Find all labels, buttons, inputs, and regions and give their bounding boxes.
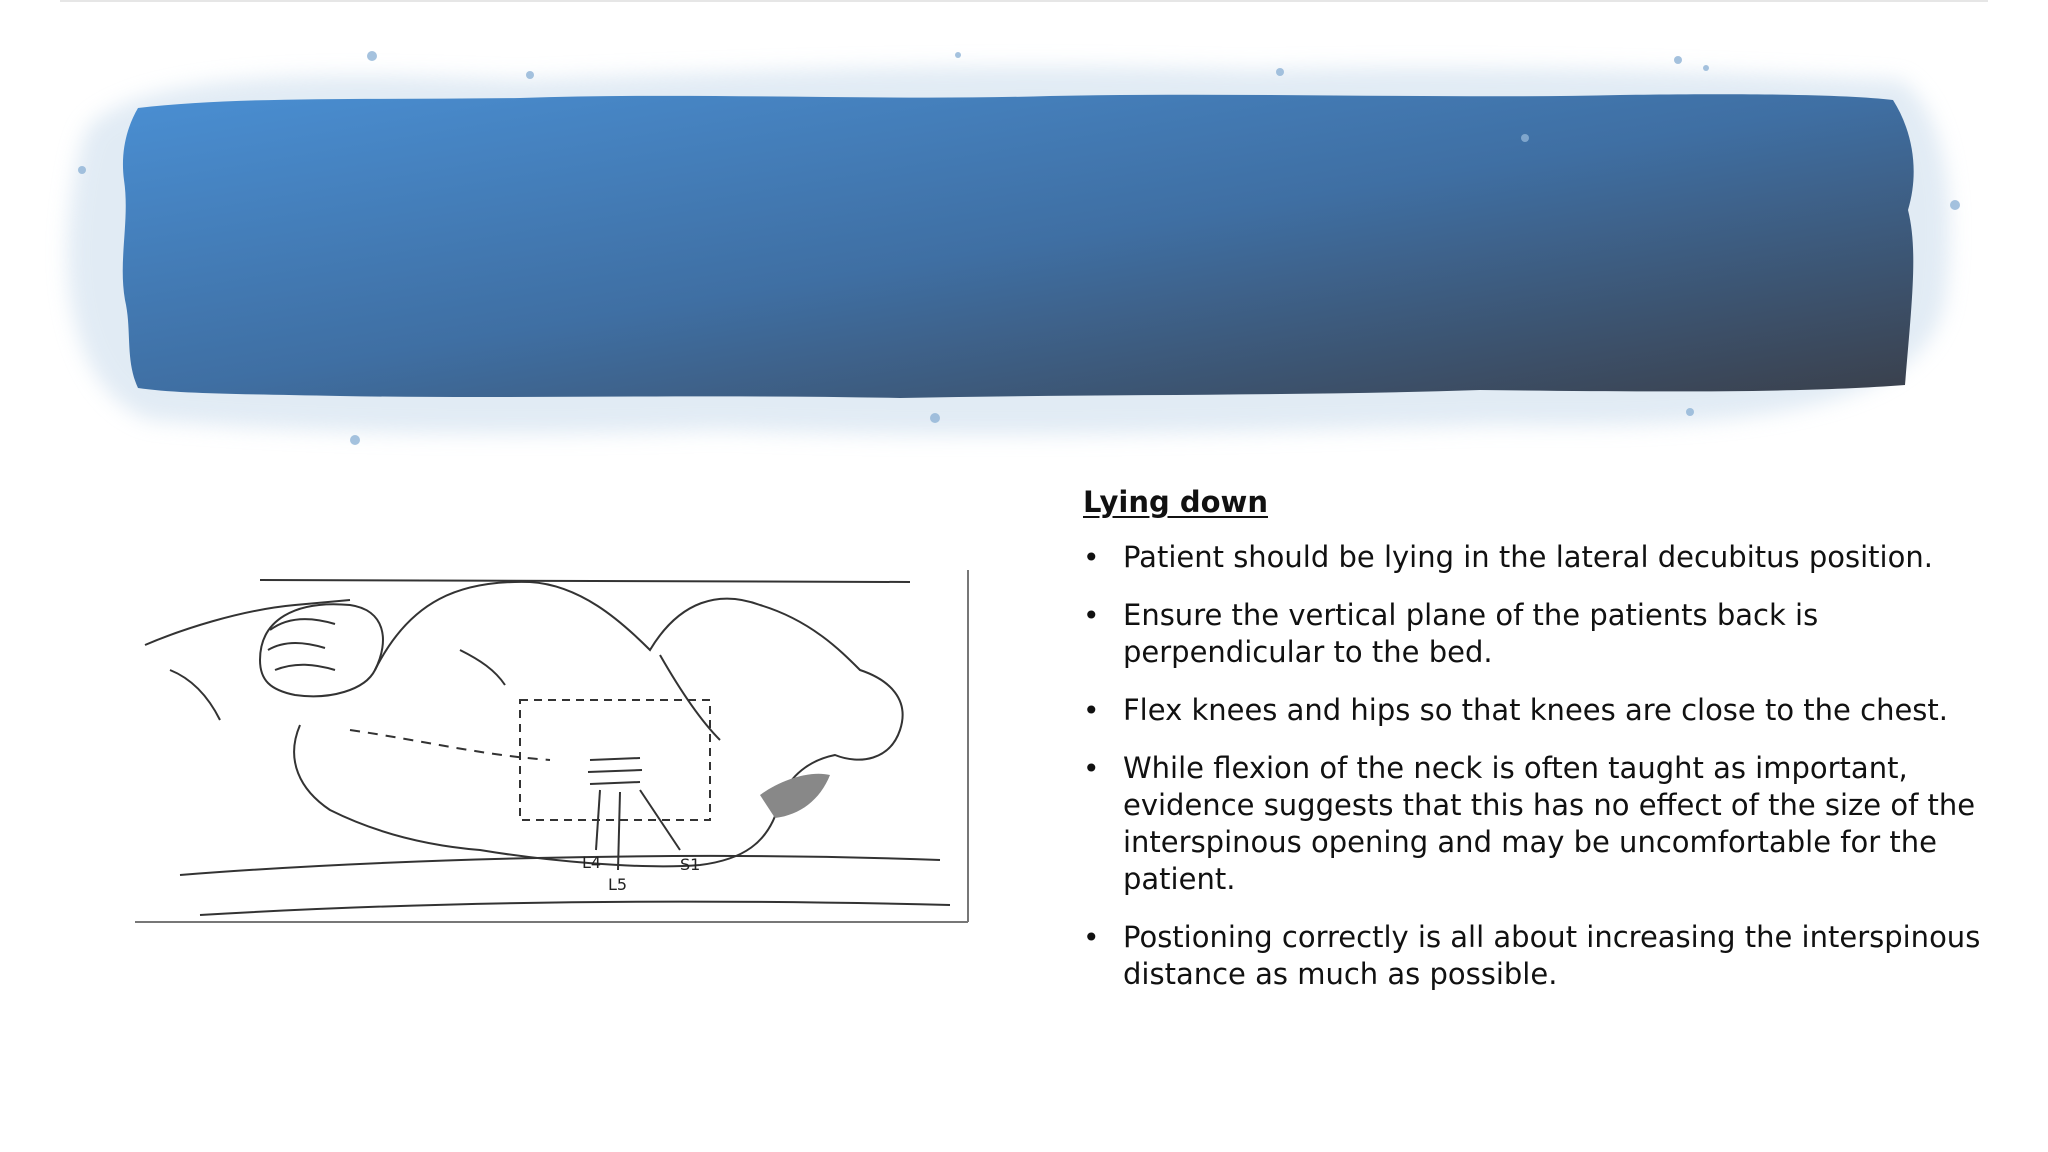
bullet-text: Postioning correctly is all about increasing the interspinous distance as much as possible. <box>1123 920 1981 991</box>
section-heading: Lying down <box>1083 485 1268 519</box>
bullet-item <box>1083 750 1983 898</box>
bullet-dot: • <box>1083 921 1100 954</box>
bullet-item <box>1083 597 1983 671</box>
bullet-text: Flex knees and hips so that knees are close to the chest. <box>1123 693 1948 727</box>
patient-position-figure <box>120 560 980 940</box>
bullet-item <box>1083 539 1983 576</box>
bullet-dot: • <box>1083 599 1100 632</box>
label-l5: L5 <box>608 875 628 894</box>
bullet-dot: • <box>1083 694 1100 727</box>
title-banner <box>0 0 2048 470</box>
label-l4: L4 <box>582 853 602 872</box>
banner-band <box>123 94 1914 398</box>
head <box>260 604 383 696</box>
bullet-text: Patient should be lying in the lateral decubitus position. <box>1123 540 1933 574</box>
bullet-dot: • <box>1083 752 1100 785</box>
content-panel <box>1083 485 1983 1014</box>
label-s1: S1 <box>680 855 701 874</box>
bullet-list <box>1083 539 1983 993</box>
bullet-text: Ensure the vertical plane of the patients back is perpendicular to the bed. <box>1123 598 1819 669</box>
bullet-text: While flexion of the neck is often taught as important, evidence suggests that this has no effect of the size of the interspinous opening and may be uncomfortable for the patient. <box>1123 751 1976 896</box>
bullet-item <box>1083 919 1983 993</box>
bullet-item <box>1083 692 1983 729</box>
bullet-dot: • <box>1083 541 1100 574</box>
